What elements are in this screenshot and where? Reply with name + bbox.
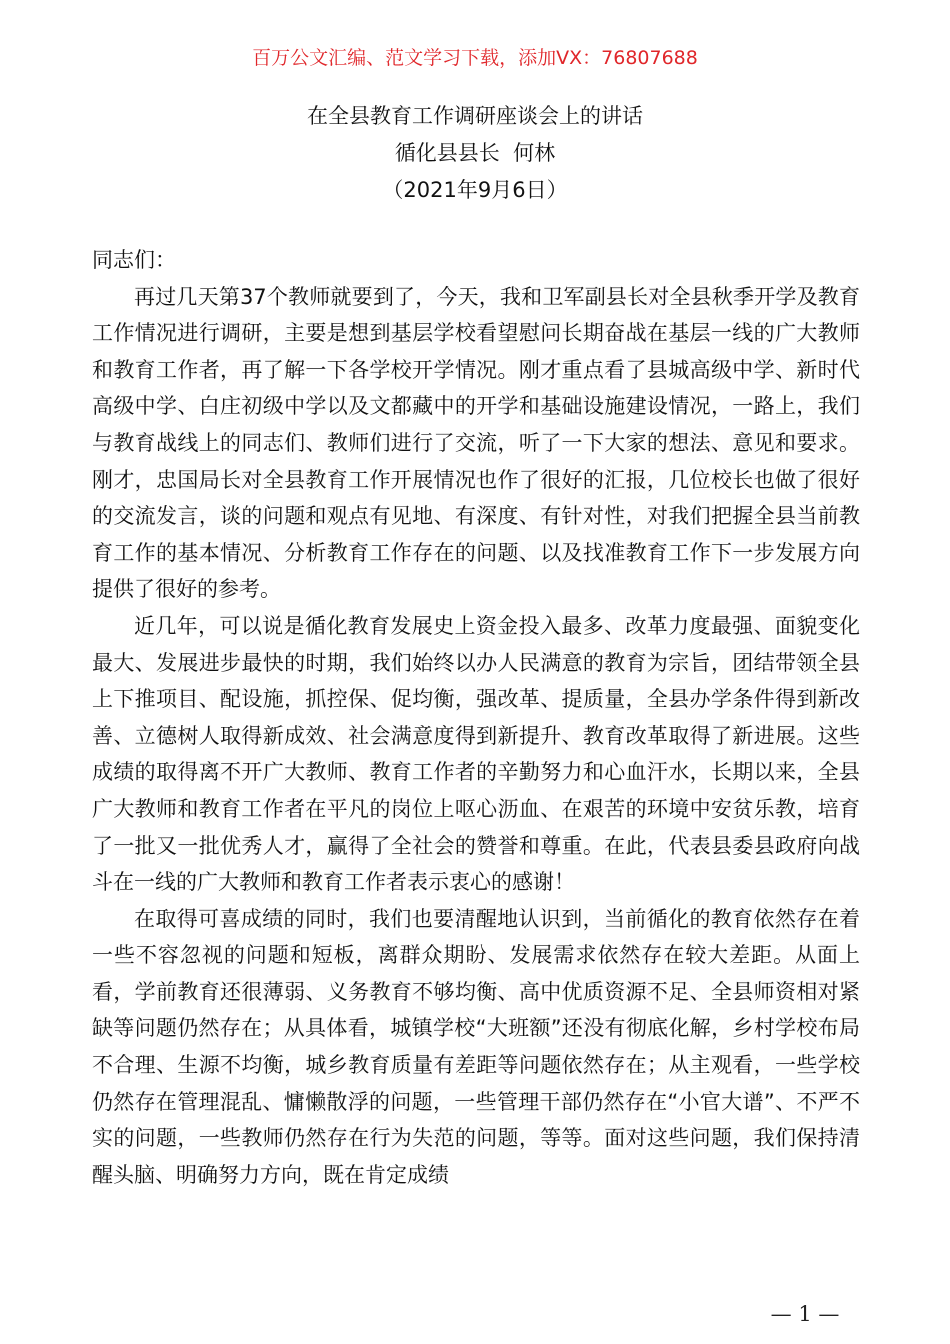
salutation: 同志们： bbox=[92, 248, 176, 272]
speech-body bbox=[92, 242, 860, 1193]
paragraph-3: 在取得可喜成绩的同时，我们也要清醒地认识到，当前循化的教育依然存在着一些不容忽视的问题和短板，离群众期盼、发展需求依然存在较大差距。从面上看，学前教育还很薄弱、义务教育不够均衡、高中优质资源不足、全县师资相对紧缺等问题仍然存在；从具体看，城镇学校“大班额”还没有彻底化解，乡村学校布局不合理、生源不均衡，城乡教育质量有差距等问题依然存在；从主观看，一些学校仍然存在管理混乱、慵懒散浮的问题，一些管理干部仍然存在“小官大谱”、不严不实的问题，一些教师仍然存在行为失范的问题，等等。面对这些问题，我们保持清醒头脑、明确努力方向，既在肯定成绩 bbox=[92, 906, 860, 1187]
download-banner: 百万公文汇编、范文学习下载，添加VX：76807688 bbox=[252, 47, 698, 69]
speech-title: 在全县教育工作调研座谈会上的讲话 bbox=[307, 104, 643, 128]
speaker-line: 循化县县长 何林 bbox=[394, 141, 556, 165]
paragraph-1: 再过几天第37个教师就要到了，今天，我和卫军副县长对全县秋季开学及教育工作情况进行调研，主要是想到基层学校看望慰问长期奋战在基层一线的广大教师和教育工作者，再了解一下各学校开学情况。刚才重点看了县城高级中学、新时代高级中学、白庄初级中学以及文都藏中的开学和基础设施建设情况，一路上，我们与教育战线上的同志们、教师们进行了交流，听了一下大家的想法、意见和要求。刚才，忠国局长对全县教育工作开展情况也作了很好的汇报，几位校长也做了很好的交流发言，谈的问题和观点有见地、有深度、有针对性，对我们把握全县当前教育工作的基本情况、分析教育工作存在的问题、以及找准教育工作下一步发展方向提供了很好的参考。 bbox=[92, 284, 860, 602]
speech-date: （2021年9月6日） bbox=[382, 178, 568, 202]
title-block bbox=[0, 98, 950, 209]
page-number: — 1 — bbox=[770, 1302, 840, 1326]
paragraph-2: 近几年，可以说是循化教育发展史上资金投入最多、改革力度最强、面貌变化最大、发展进步最快的时期，我们始终以办人民满意的教育为宗旨，团结带领全县上下推项目、配设施，抓控保、促均衡，强改革、提质量，全县办学条件得到新改善、立德树人取得新成效、社会满意度得到新提升、教育改革取得了新进展。这些成绩的取得离不开广大教师、教育工作者的辛勤努力和心血汗水，长期以来，全县广大教师和教育工作者在平凡的岗位上呕心沥血、在艰苦的环境中安贫乐教，培育了一批又一批优秀人才，赢得了全社会的赞誉和尊重。在此，代表县委县政府向战斗在一线的广大教师和教育工作者表示衷心的感谢！ bbox=[92, 613, 860, 895]
